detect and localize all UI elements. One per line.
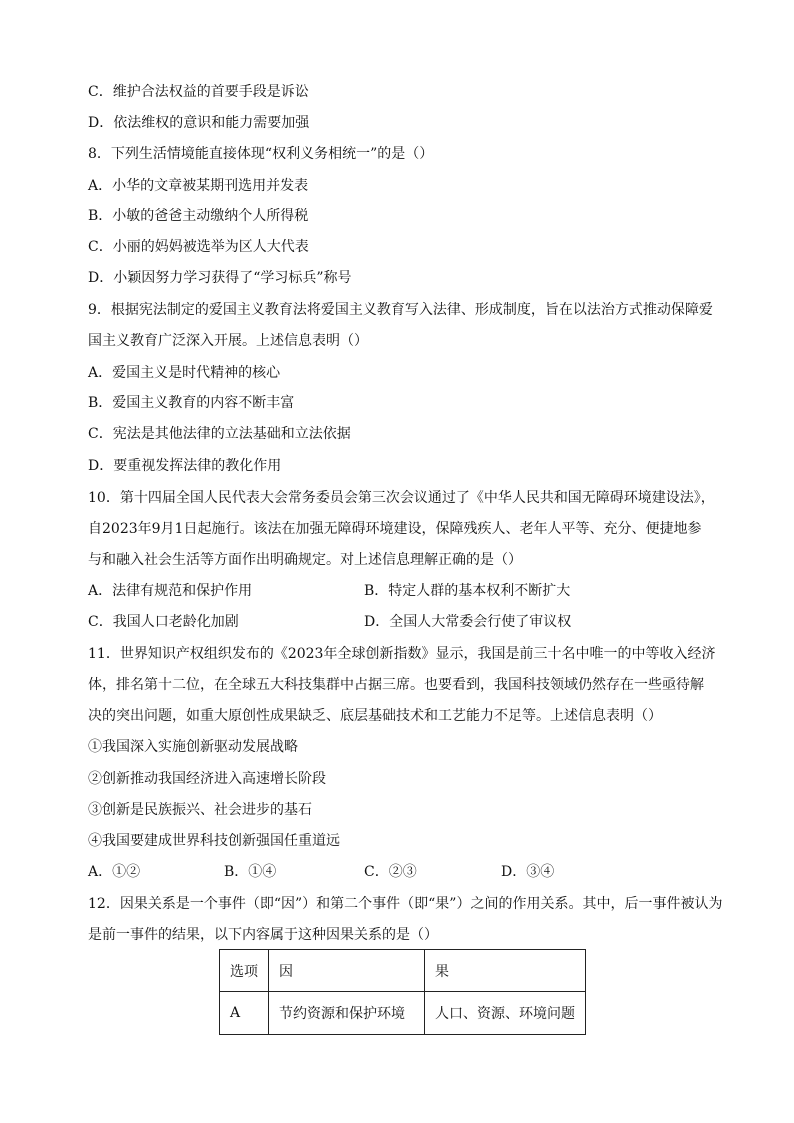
q8-option-d: D．小颖因努力学习获得了“学习标兵”称号 [88,270,352,286]
q11-option-a: A．①② [88,864,141,880]
q9-option-d: D．要重视发挥法律的教化作用 [88,458,282,474]
q8-option-c: C．小丽的妈妈被选举为区人大代表 [88,239,309,255]
header-option: 选项 [220,950,269,992]
q9-stem-line2: 国主义教育广泛深入开展。上述信息表明（） [88,333,368,349]
q8-stem: 8．下列生活情境能直接体现“权利义务相统一”的是（） [88,146,434,162]
q10-option-a: A．法律有规范和保护作用 [88,583,253,599]
q10-stem-line2: 自2023年9月1日起施行。该法在加强无障碍环境建设，保障残疾人、老年人平等、充分、便捷地参 [88,521,702,537]
q11-statement-3: ③创新是民族振兴、社会进步的基石 [88,802,312,818]
q11-stem-line2: 体，排名第十二位，在全球五大科技集群中占据三席。也要看到，我国科技领域仍然存在一些亟待解 [88,677,704,693]
q11-statement-1: ①我国深入实施创新驱动发展战略 [88,739,298,755]
q11-statement-2: ②创新推动我国经济进入高速增长阶段 [88,771,326,787]
q9-option-a: A．爱国主义是时代精神的核心 [88,365,281,381]
q10-option-c: C．我国人口老龄化加剧 [88,614,239,630]
header-effect: 果 [425,950,586,992]
table-header-row [220,950,586,992]
q11-option-c: C．②③ [364,864,417,880]
row-a-option: A [220,992,269,1035]
q11-statement-4: ④我国要建成世界科技创新强国任重道远 [88,833,340,849]
q9-stem-line1: 9．根据宪法制定的爱国主义教育法将爱国主义教育写入法律、形成制度，旨在以法治方式推动保障爱 [88,302,713,318]
q8-option-b: B．小敏的爸爸主动缴纳个人所得税 [88,208,309,224]
q10-option-d: D．全国人大常委会行使了审议权 [364,614,572,630]
q9-option-c: C．宪法是其他法律的立法基础和立法依据 [88,426,351,442]
row-a-effect: 人口、资源、环境问题 [425,992,586,1035]
row-a-cause: 节约资源和保护环境 [269,992,425,1035]
q10-option-b: B．特定人群的基本权利不断扩大 [364,583,571,599]
table-row [220,992,586,1035]
q11-stem-line3: 决的突出问题，如重大原创性成果缺乏、底层基础技术和工艺能力不足等。上述信息表明（） [88,708,662,724]
header-cause: 因 [269,950,425,992]
q10-stem-line3: 与和融入社会生活等方面作出明确规定。对上述信息理解正确的是（） [88,552,522,568]
q10-stem-line1: 10．第十四届全国人民代表大会常务委员会第三次会议通过了《中华人民共和国无障碍环境建设法》， [88,490,715,506]
q11-option-b: B．①④ [224,864,277,880]
q9-option-b: B．爱国主义教育的内容不断丰富 [88,395,295,411]
q7-option-d: D．依法维权的意识和能力需要加强 [88,115,310,131]
q12-cause-effect-table [219,949,586,1035]
q11-stem-line1: 11．世界知识产权组织发布的《2023年全球创新指数》显示，我国是前三十名中唯一的中等收入经济 [88,646,716,662]
q8-option-a: A．小华的文章被某期刊选用并发表 [88,178,309,194]
q12-stem-line2: 是前一事件的结果，以下内容属于这种因果关系的是（） [88,927,438,943]
q11-option-d: D．③④ [501,864,555,880]
q7-option-c: C．维护合法权益的首要手段是诉讼 [88,84,309,100]
q12-stem-line1: 12．因果关系是一个事件（即“因”）和第二个事件（即“果”）之间的作用关系。其中，后一事件被认为 [88,896,723,912]
